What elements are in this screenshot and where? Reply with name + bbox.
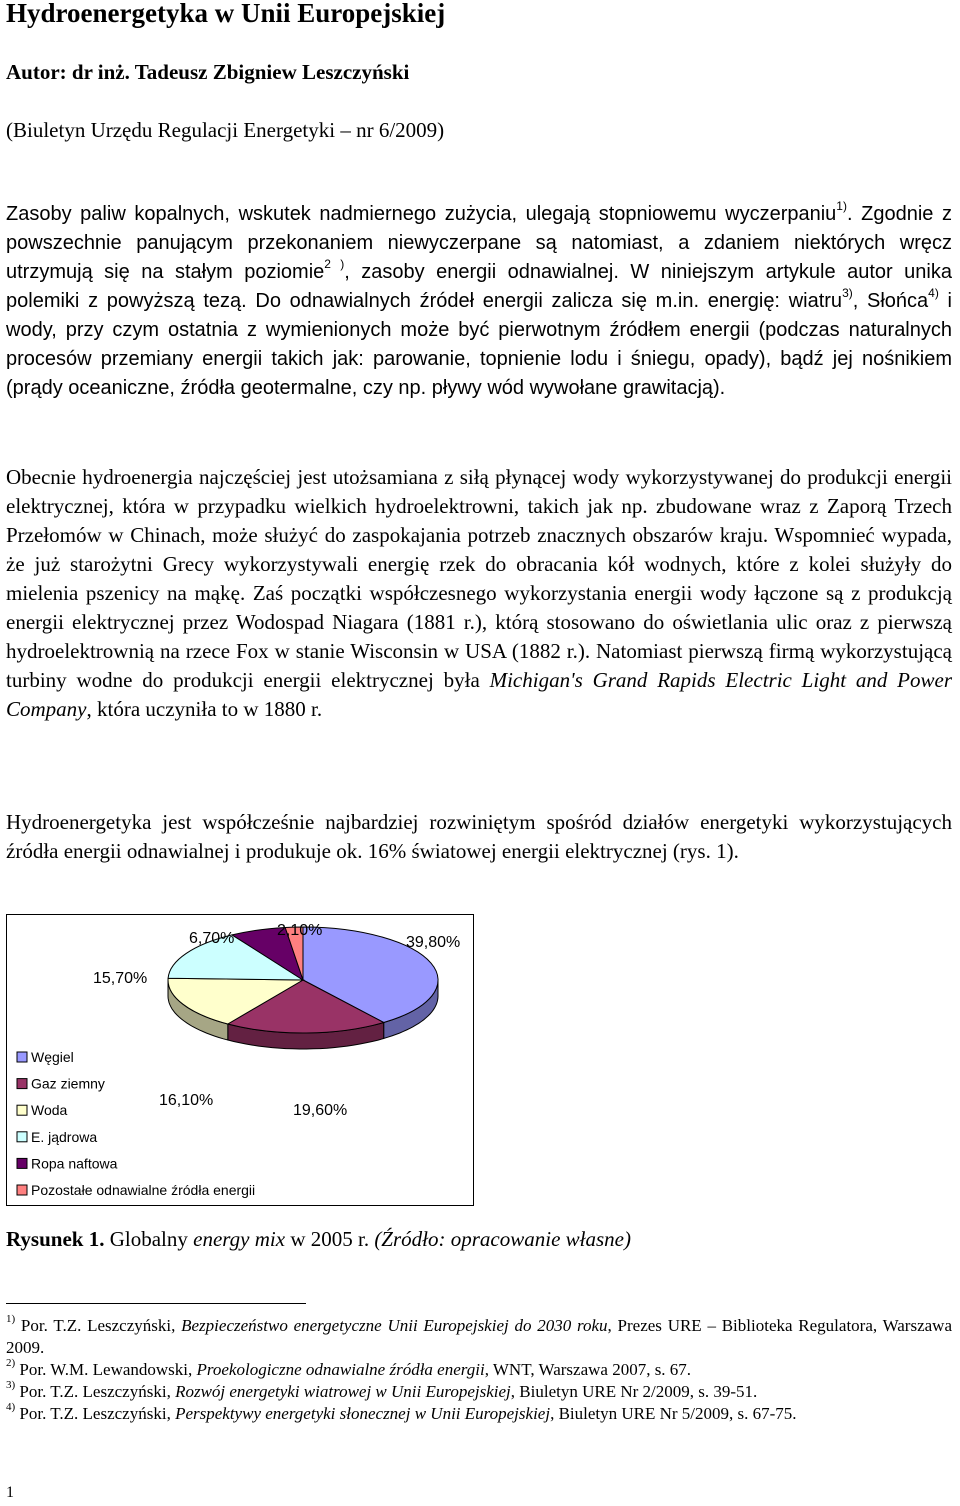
- history-text: Obecnie hydroenergia najczęściej jest utożsamiana z siłą płynącej wody wykorzystywanej do produkcji energii elektrycznej, która w przypadku wielkich hydroelektrowni, takich jak np. zbudowane wraz z Zaporą Trzech Przełomów w Chinach, może służyć do zaspokajania potrzeb znacznych obszarów kraju. Wspomnieć wypada, że już starożytni Grecy wykorzystywali energię rzek do obracania kół wodnych, które z kolei służyły do mielenia pszenicy na mąkę. Zaś początki współczesnego wykorzystania energii wody łączone są z produkcją energii elektrycznej przez Wodospad Niagara (1881 r.), którą stosowano do oświetlania ulic oraz z pierwszą hydroelektrownią na rzece Fox w stanie Wisconsin w USA (1882 r.). Natomiast pierwszą firmą wykorzystującą turbiny wodne do produkcji energii elektrycznej była: [6, 465, 952, 692]
- footnote-ref-1: 1): [836, 199, 847, 214]
- intro-text-4: , Słońca: [852, 290, 929, 312]
- energy-mix-chart: [6, 914, 474, 1206]
- legend-entry: Ropa naftowa: [31, 1155, 118, 1172]
- legend-swatch: [17, 1052, 27, 1062]
- footnote-title: Bezpieczeństwo energetyczne Unii Europejskiej do 2030 roku: [181, 1316, 608, 1335]
- paragraph-intro: [6, 200, 952, 403]
- pie-data-label: 2,10%: [277, 922, 323, 939]
- paragraph-hydro-share: Hydroenergetyka jest współcześnie najbardziej rozwiniętym spośród działów energetyki wykorzystujących źródła energii odnawialnej i produkuje ok. 16% światowej energii elektrycznej (rys. 1).: [6, 810, 952, 863]
- intro-text-3: , zasoby energii odnawialnej. W niniejszym artykule autor unika polemiki z powyższą tezą. Do odnawialnych źródeł energii zalicza się m.in. energię: wiatru: [6, 261, 952, 312]
- pie-data-label: 19,60%: [293, 1102, 348, 1119]
- caption-text-3: w 2005 r.: [285, 1227, 375, 1251]
- footnote-3: [6, 1381, 952, 1403]
- footnote-text: , Prezes URE – Biblioteka Regulatora, Warszawa 2009.: [6, 1316, 953, 1357]
- footnote-text: , Biuletyn URE Nr 2/2009, s. 39-51.: [510, 1382, 758, 1401]
- legend-entry: E. jądrowa: [31, 1128, 98, 1145]
- footnote-ref-4: 4): [928, 286, 939, 301]
- legend-entry: Gaz ziemny: [31, 1075, 105, 1092]
- footnote-title: Proekologiczne odnawialne źródła energii: [196, 1360, 485, 1379]
- footnote-ref-3: 3): [842, 286, 853, 301]
- footnote-number: 3): [6, 1379, 16, 1392]
- intro-text-5: i wody, przy czym ostatnia z wymienionych może być pierwotnym źródłem energii (podczas naturalnych procesów przemiany energii takich jak: parowanie, topnienie lodu i śniegu, opady), bądź jej nośnikiem (prądy oceaniczne, źródła geotermalne, czy np. pływy wód wywołane grawitacją).: [6, 290, 953, 399]
- caption-text-2: energy mix: [193, 1227, 286, 1251]
- footnote-1: [6, 1315, 952, 1359]
- legend-swatch: [17, 1105, 27, 1115]
- pie-data-label: 6,70%: [189, 930, 235, 947]
- article-title: Hydroenergetyka w Unii Europejskiej: [6, 0, 446, 28]
- legend-entry: Woda: [31, 1102, 68, 1119]
- footnote-text: , WNT, Warszawa 2007, s. 67.: [484, 1360, 692, 1379]
- footnote-text: Por. T.Z. Leszczyński,: [15, 1316, 182, 1335]
- caption-label: Rysunek 1.: [6, 1227, 105, 1251]
- footnote-text: Por. T.Z. Leszczyński,: [15, 1382, 176, 1401]
- page-number: 1: [6, 1484, 14, 1501]
- legend-swatch: [17, 1158, 27, 1168]
- legend-swatch: [17, 1132, 27, 1142]
- footnote-divider: [6, 1303, 306, 1304]
- footnote-title: Rozwój energetyki wiatrowej w Unii Europejskiej: [175, 1382, 511, 1401]
- footnote-ref-2: 2 ): [324, 257, 345, 272]
- footnote-number: 4): [6, 1401, 16, 1414]
- footnote-number: 2): [6, 1357, 16, 1370]
- footnotes: [6, 1315, 952, 1425]
- legend-swatch: [17, 1185, 27, 1195]
- pie-data-label: 16,10%: [159, 1092, 214, 1109]
- footnote-number: 1): [6, 1313, 16, 1326]
- footnote-text: Por. W.M. Lewandowski,: [15, 1360, 197, 1379]
- article-source: (Biuletyn Urzędu Regulacji Energetyki – nr 6/2009): [6, 118, 445, 142]
- history-end: , która uczyniła to w 1880 r.: [86, 697, 323, 721]
- paragraph-history: [6, 463, 952, 724]
- footnote-2: [6, 1359, 952, 1381]
- legend-entry: Węgiel: [31, 1049, 74, 1065]
- footnote-4: [6, 1403, 952, 1425]
- footnote-text: Por. T.Z. Leszczyński,: [15, 1404, 176, 1423]
- caption-source: (Źródło: opracowanie własne): [374, 1227, 631, 1251]
- article-author: Autor: dr inż. Tadeusz Zbigniew Leszczyński: [6, 60, 410, 84]
- pie-data-label: 15,70%: [93, 970, 148, 987]
- pie-data-label: 39,80%: [406, 934, 461, 951]
- footnote-text: , Biuletyn URE Nr 5/2009, s. 67-75.: [550, 1404, 797, 1423]
- caption-text-1: Globalny: [104, 1227, 194, 1251]
- intro-text-2: . Zgodnie z powszechnie panującym przekonaniem niewyczerpane są natomiast, a zdaniem niektórych wręcz utrzymują się na stałym poziomie: [6, 203, 952, 283]
- intro-text-1: Zasoby paliw kopalnych, wskutek nadmiernego zużycia, ulegają stopniowemu wyczerpaniu: [6, 203, 837, 225]
- legend-entry: Pozostałe odnawialne źródła energii: [31, 1182, 256, 1198]
- footnote-title: Perspektywy energetyki słonecznej w Unii Europejskiej: [175, 1404, 551, 1423]
- pie-chart-svg: [7, 915, 475, 1207]
- company-name: Michigan's Grand Rapids Electric Light and Power Company: [6, 668, 953, 721]
- figure-caption: [6, 1227, 631, 1252]
- legend-swatch: [17, 1079, 27, 1089]
